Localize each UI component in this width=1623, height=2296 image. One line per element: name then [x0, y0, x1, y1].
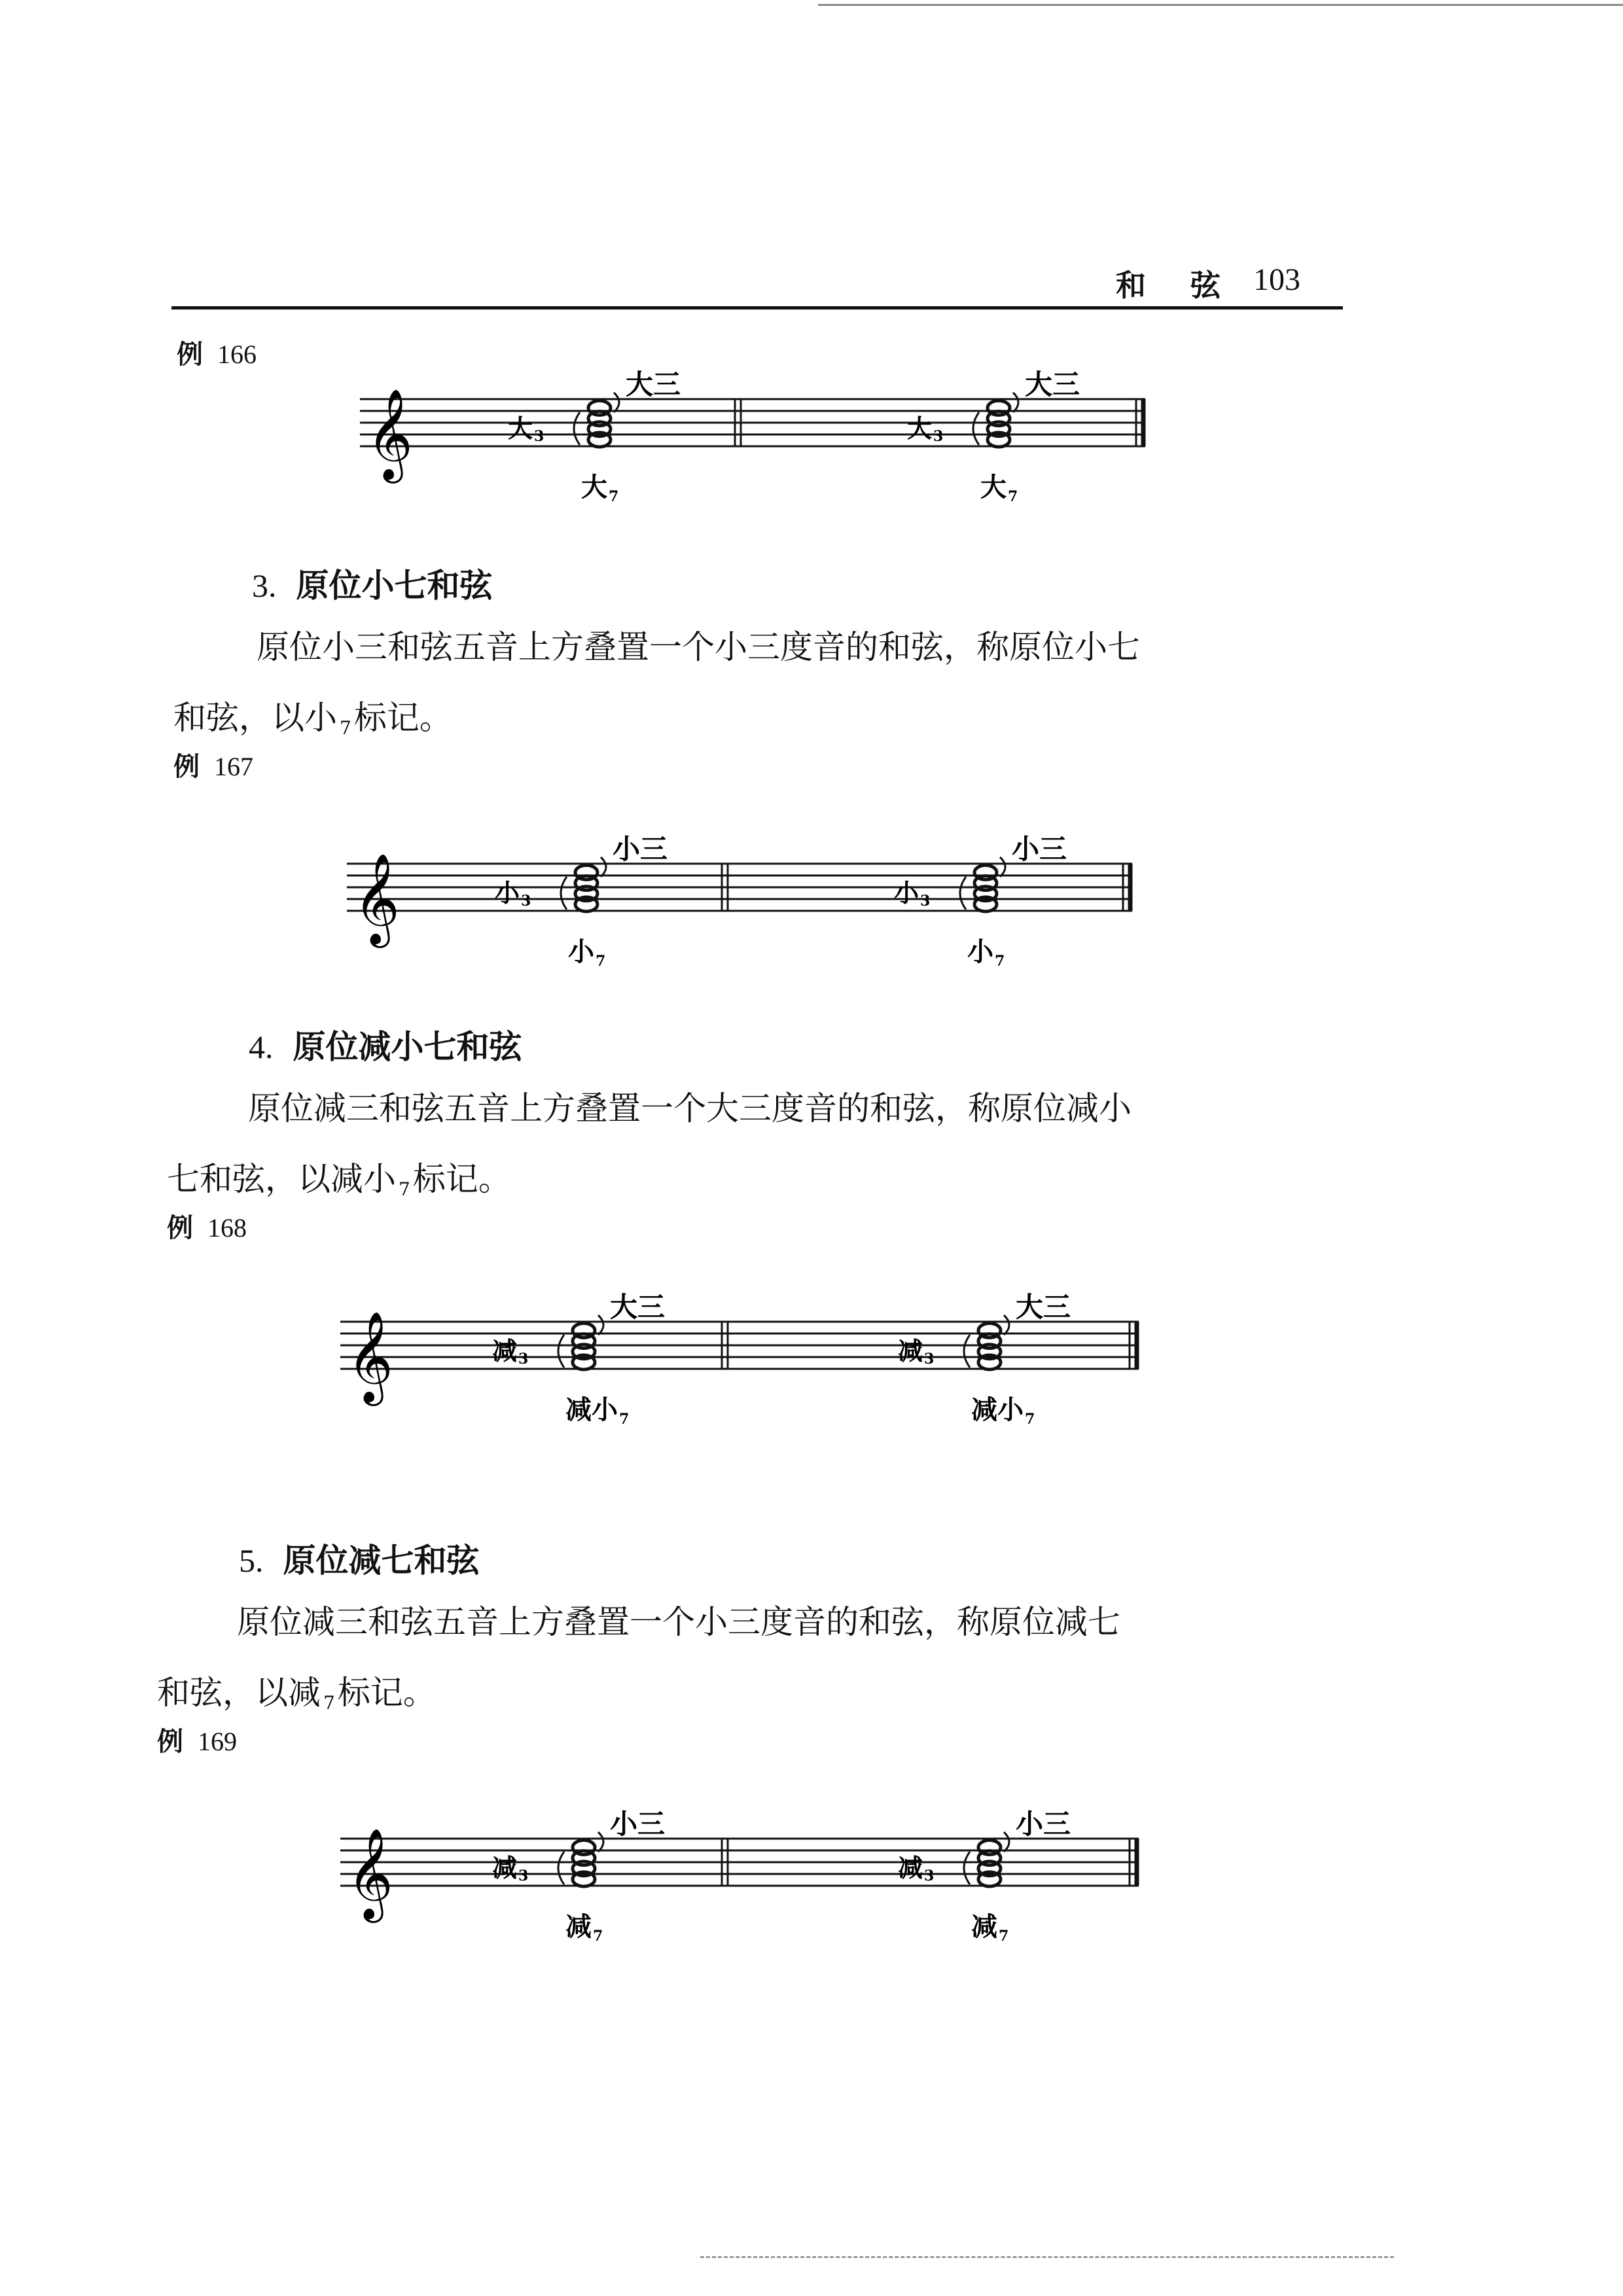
music-staff	[347, 831, 1145, 981]
interval-bracket	[1000, 857, 1005, 877]
section-number: 4.	[249, 1029, 274, 1065]
chord-symbol-label: 减	[565, 1911, 592, 1942]
chord-symbol-label: 小	[568, 936, 594, 967]
paragraph-line: 原位减三和弦五音上方叠置一个小三度音的和弦，称原位减七	[237, 1603, 1120, 1641]
chord-lower-subscript: 3	[534, 428, 544, 445]
paragraph-line: 七和弦，以减小 $_7$标记。	[167, 1160, 511, 1200]
interval-bracket	[973, 412, 979, 445]
section-heading: 原位减七和弦	[283, 1541, 480, 1580]
interval-bracket	[601, 857, 606, 877]
chord-upper-label: 小三	[613, 833, 668, 865]
interval-bracket	[964, 1335, 970, 1368]
chord-symbol-label: 减	[971, 1911, 997, 1942]
chord-symbol-label: 小	[967, 936, 993, 967]
chord-symbol-subscript: 7	[596, 953, 606, 970]
interval-bracket	[1004, 1315, 1009, 1335]
paragraph-line: 和弦，以减 $_7$标记。	[157, 1674, 436, 1714]
chord-symbol-label: 减小	[971, 1394, 1024, 1425]
treble-clef-icon: 𝄞	[353, 853, 400, 944]
bottom-scan-line	[700, 2256, 1394, 2258]
chord-symbol-subscript: 7	[593, 1928, 603, 1945]
paragraph-line: 原位减三和弦五音上方叠置一个大三度音的和弦，称原位减小	[248, 1089, 1132, 1127]
example-prefix: 例	[173, 751, 200, 782]
chord-lower-subscript: 3	[924, 1867, 935, 1884]
chord-symbol-label: 大	[980, 472, 1007, 503]
chord-symbol-subscript: 7	[999, 1928, 1009, 1945]
interval-bracket	[574, 412, 580, 445]
example-label	[173, 746, 253, 783]
running-header-title: 和 弦	[1116, 268, 1238, 303]
page-number: 103	[1253, 262, 1300, 297]
treble-clef-icon: 𝄞	[347, 1828, 393, 1919]
section-title	[252, 559, 493, 607]
chord-lower-label: 减	[898, 1853, 923, 1882]
interval-bracket	[598, 1315, 603, 1335]
example-label	[157, 1721, 237, 1758]
section-number: 5.	[239, 1542, 264, 1579]
paragraph-line: 原位小三和弦五音上方叠置一个小三度音的和弦，称原位小七	[257, 628, 1140, 666]
interval-bracket	[558, 1335, 564, 1368]
chord-symbol-subscript: 7	[609, 488, 619, 505]
interval-bracket	[960, 877, 966, 910]
example-prefix: 例	[167, 1212, 193, 1243]
section-paragraph	[173, 612, 1351, 764]
chord-lower-subscript: 3	[521, 892, 531, 910]
chord-lower-label: 减	[492, 1853, 518, 1882]
top-border-line	[818, 4, 1623, 6]
example-number: 169	[198, 1727, 237, 1756]
chord-lower-subscript: 3	[518, 1351, 529, 1368]
chord-lower-label: 小	[894, 878, 919, 908]
interval-bracket	[558, 1852, 564, 1884]
chord-symbol-label: 大	[581, 472, 607, 503]
example-label	[167, 1207, 247, 1245]
chord-symbol-subscript: 7	[619, 1411, 630, 1428]
section-paragraph	[157, 1587, 1342, 1739]
note-head	[988, 400, 1010, 415]
example-prefix: 例	[157, 1726, 183, 1757]
chord-lower-label: 大	[508, 414, 533, 443]
interval-bracket	[1004, 1832, 1009, 1852]
example-prefix: 例	[177, 339, 203, 370]
example-label	[177, 334, 257, 371]
paragraph-line: 和弦，以小 $_7$标记。	[173, 699, 452, 739]
interval-bracket	[964, 1852, 970, 1884]
chord-symbol-subscript: 7	[995, 953, 1005, 970]
chord-symbol-subscript: 7	[1025, 1411, 1035, 1428]
interval-bracket	[598, 1832, 603, 1852]
treble-clef-icon: 𝄞	[366, 389, 413, 480]
section-heading: 原位小七和弦	[296, 566, 493, 605]
example-number: 167	[214, 752, 253, 781]
example-number: 168	[207, 1213, 247, 1243]
chord-upper-label: 大三	[626, 368, 681, 400]
chord-symbol-label: 减小	[565, 1394, 618, 1425]
section-title	[239, 1534, 480, 1581]
section-number: 3.	[252, 567, 277, 604]
chord-upper-label: 大三	[1016, 1291, 1071, 1323]
chord-upper-label: 小三	[610, 1808, 666, 1840]
example-number: 166	[217, 340, 257, 369]
chord-lower-label: 减	[492, 1336, 518, 1366]
chord-symbol-subscript: 7	[1008, 488, 1018, 505]
section-title	[249, 1021, 522, 1068]
header-rule	[171, 306, 1343, 309]
treble-clef-icon: 𝄞	[347, 1311, 393, 1402]
music-staff	[340, 1289, 1152, 1439]
chord-lower-subscript: 3	[924, 1351, 935, 1368]
chord-upper-label: 大三	[1025, 368, 1080, 400]
chord-lower-subscript: 3	[933, 428, 944, 445]
interval-bracket	[614, 393, 619, 412]
music-staff	[340, 1806, 1152, 1950]
chord-lower-label: 小	[495, 878, 520, 908]
chord-upper-label: 大三	[610, 1291, 666, 1323]
section-heading: 原位减小七和弦	[293, 1027, 522, 1066]
chord-upper-label: 小三	[1012, 833, 1067, 865]
chord-upper-label: 小三	[1016, 1808, 1071, 1840]
chord-lower-label: 减	[898, 1336, 923, 1366]
interval-bracket	[1013, 393, 1018, 412]
section-paragraph	[167, 1073, 1345, 1225]
note-head	[588, 400, 611, 415]
chord-lower-label: 大	[907, 414, 933, 443]
interval-bracket	[561, 877, 567, 910]
music-staff	[360, 366, 1158, 530]
chord-lower-subscript: 3	[518, 1867, 529, 1884]
chord-lower-subscript: 3	[920, 892, 931, 910]
